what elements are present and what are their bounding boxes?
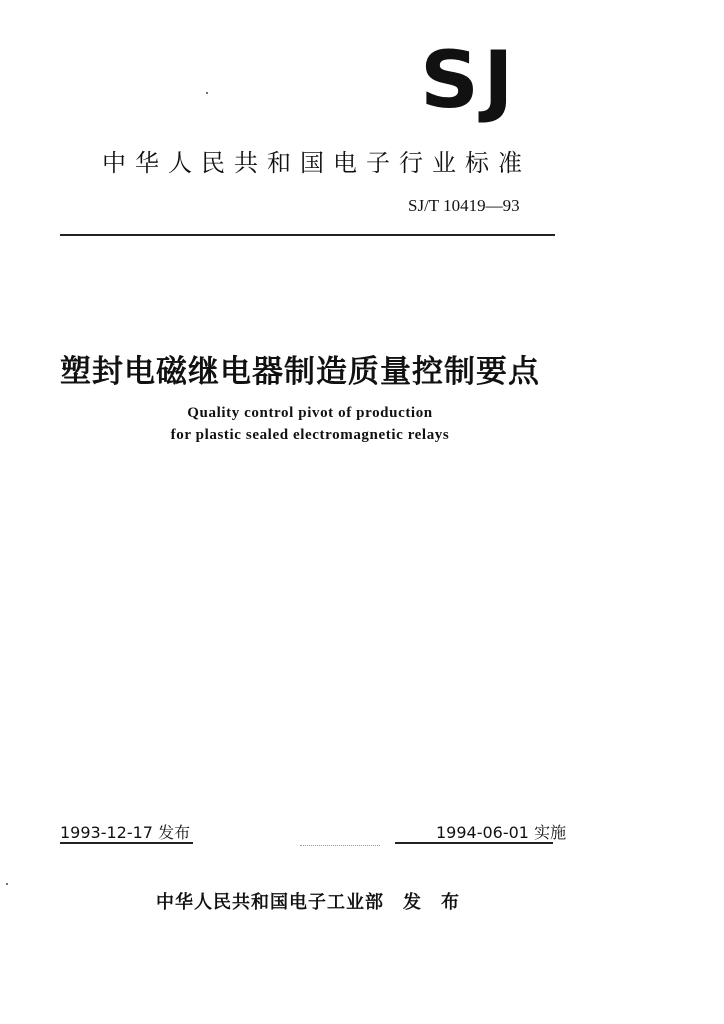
standard-code: SJ/T 10419—93 bbox=[408, 196, 520, 215]
implementation-date: 1994-06-01 实施 bbox=[436, 823, 567, 842]
scan-speck bbox=[206, 92, 208, 94]
header-divider bbox=[60, 234, 555, 236]
issuing-standard-category: 中华人民共和国电子行业标准 bbox=[102, 149, 531, 177]
center-dotted-line bbox=[300, 845, 380, 846]
scan-speck bbox=[6, 883, 8, 885]
english-title-line-1: Quality control pivot of production bbox=[187, 405, 433, 421]
document-title-chinese: 塑封电磁继电器制造质量控制要点 bbox=[60, 354, 540, 390]
document-title-english bbox=[140, 402, 480, 446]
implementation-date-underline bbox=[395, 842, 553, 844]
issue-date-underline bbox=[60, 842, 193, 844]
issue-date: 1993-12-17 发布 bbox=[60, 823, 191, 842]
sj-logo: SJ bbox=[420, 36, 518, 126]
publisher-line: 中华人民共和国电子工业部 发 布 bbox=[156, 892, 460, 913]
english-title-line-2: for plastic sealed electromagnetic relays bbox=[170, 427, 450, 443]
